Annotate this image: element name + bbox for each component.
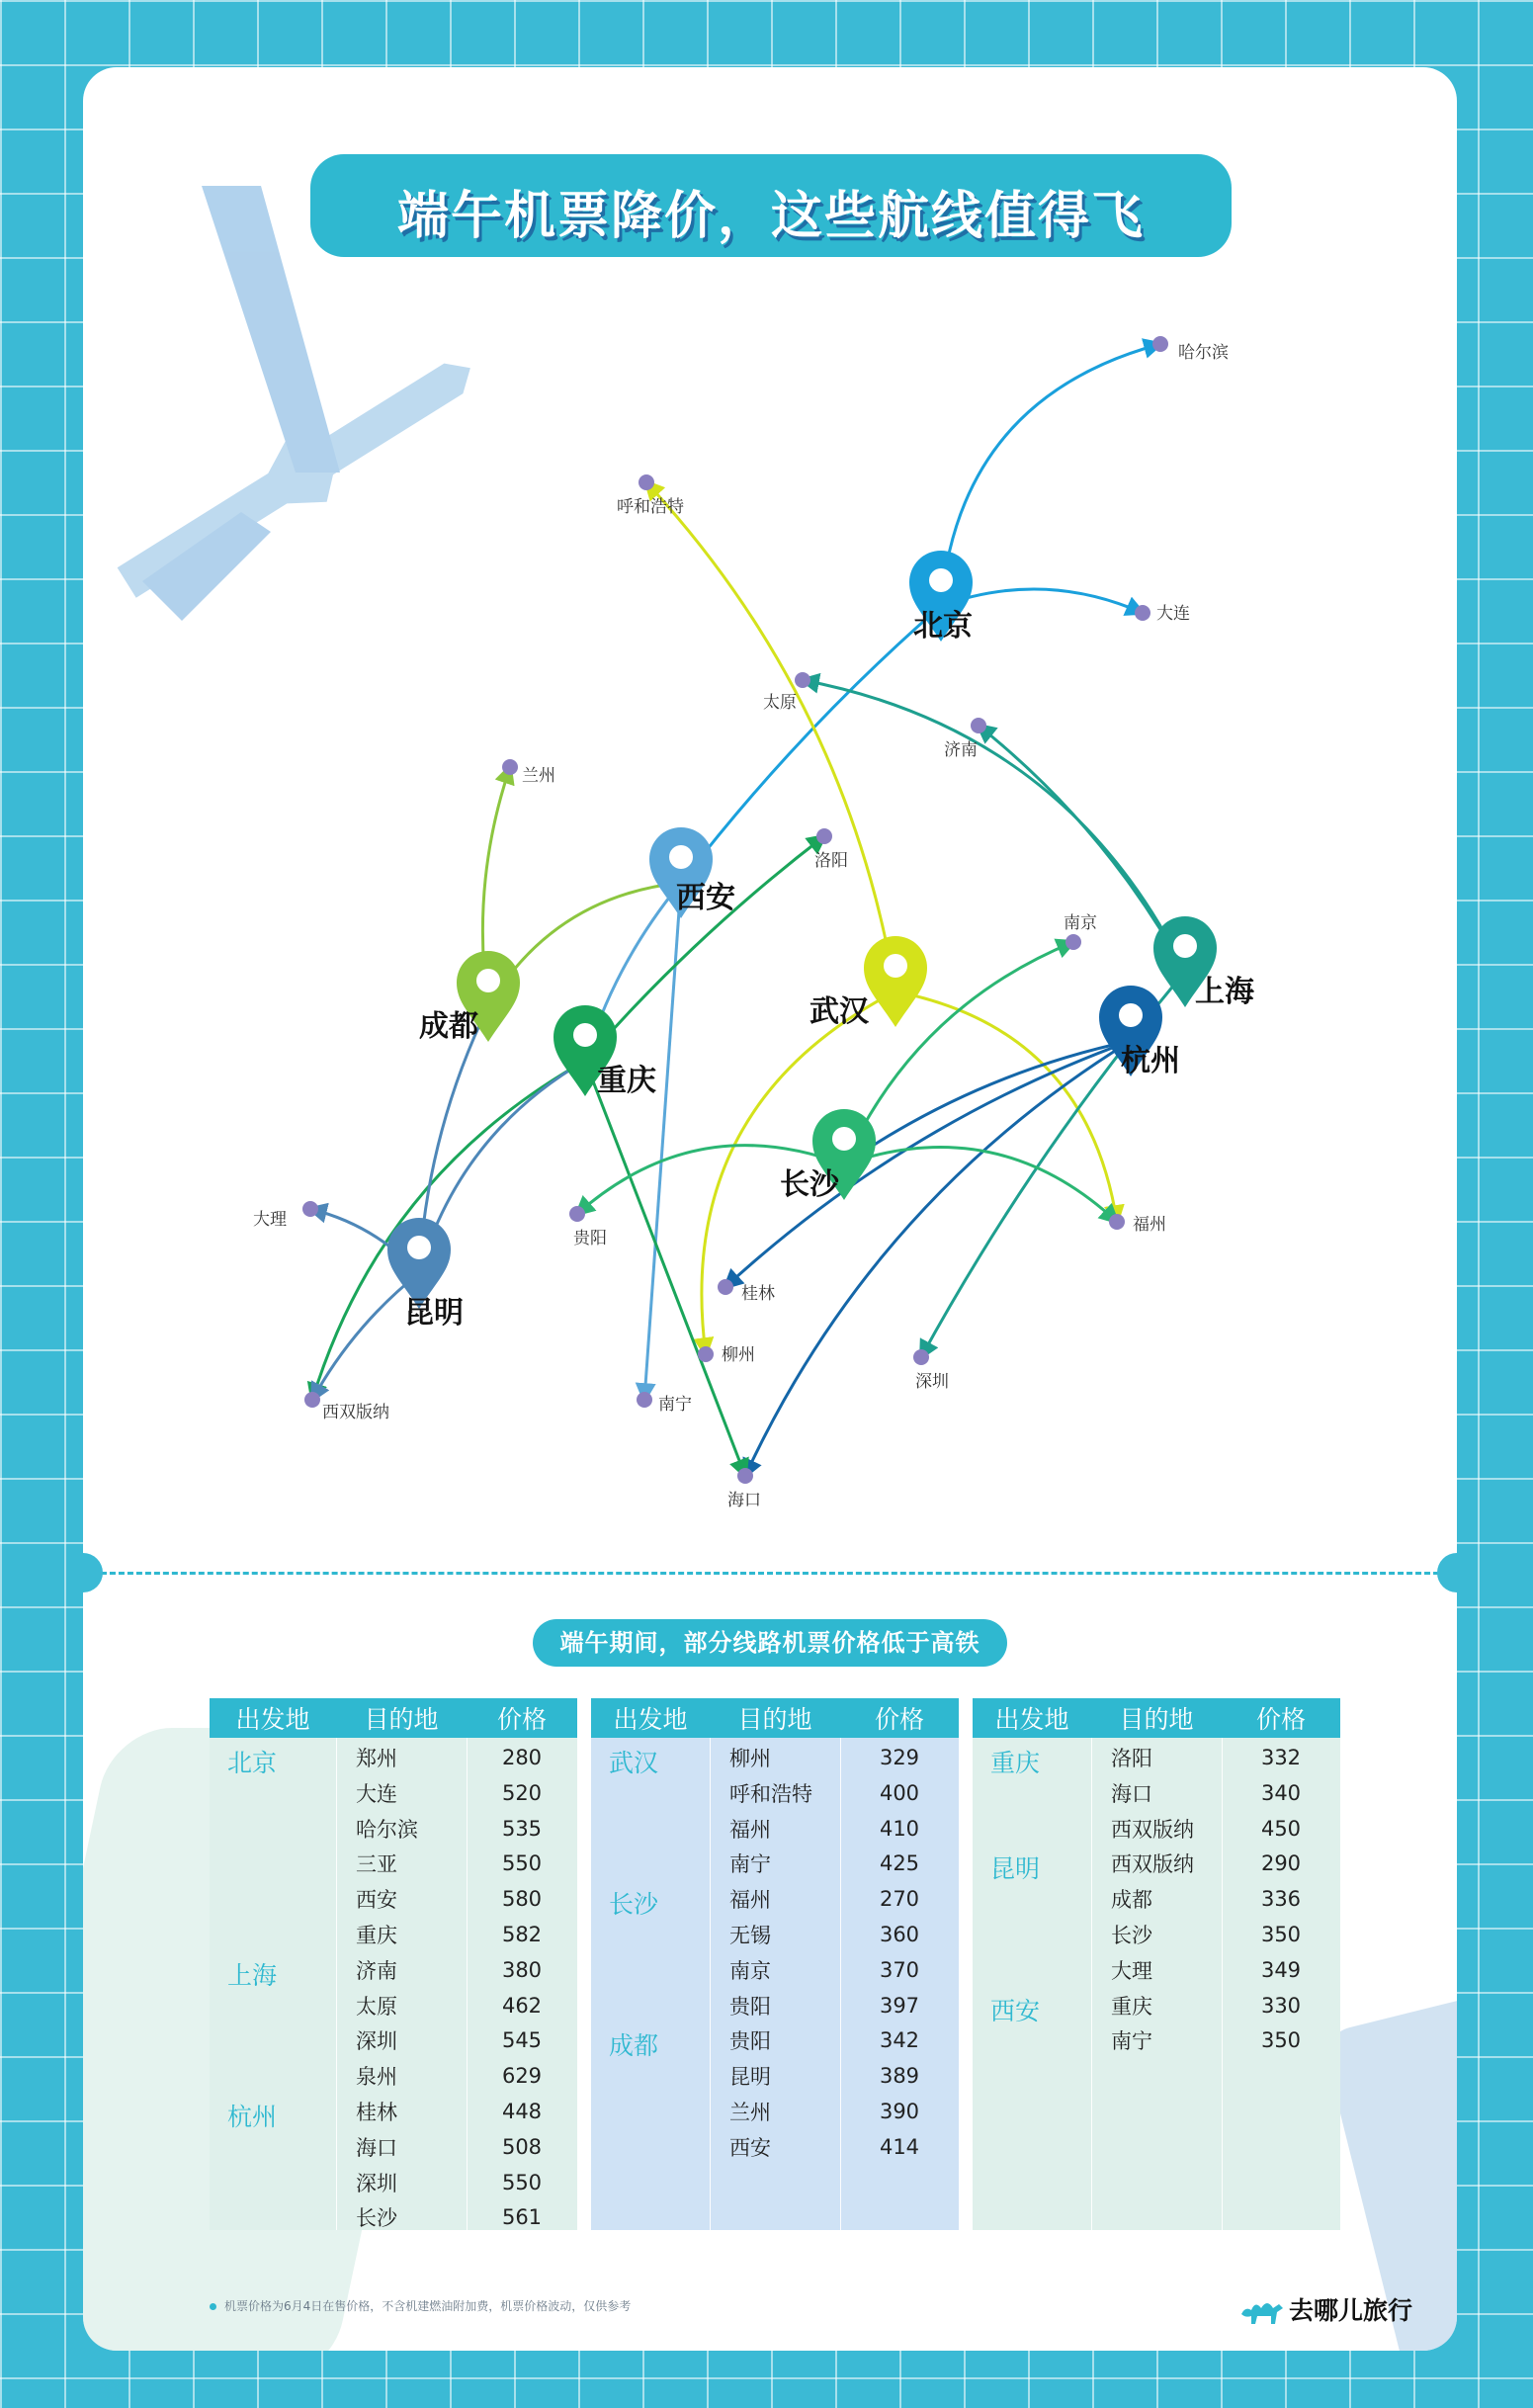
table-row xyxy=(336,1988,577,2023)
dest-dot-xishuangbanna xyxy=(304,1392,320,1408)
route-shanghai-taiyuan xyxy=(803,680,1185,972)
destination-cell: 南宁 xyxy=(1111,2029,1152,2054)
price-cell: 280 xyxy=(501,1746,543,1769)
header-price: 价格 xyxy=(1255,1705,1306,1734)
origin-city: 武汉 xyxy=(609,1749,659,1777)
table-row xyxy=(336,2094,577,2129)
dest-dot-lanzhou xyxy=(502,759,518,775)
brand-logo xyxy=(1237,2291,1412,2330)
hub-label-hangzhou: 杭州 xyxy=(1121,1044,1180,1078)
price-cell: 290 xyxy=(1260,1851,1302,1876)
dest-dot-liuzhou xyxy=(698,1346,714,1362)
destination-cell: 深圳 xyxy=(356,2171,397,2195)
destination-cell: 南京 xyxy=(729,1958,771,1983)
dest-dot-hohhot xyxy=(639,474,654,490)
camel-icon xyxy=(1237,2294,1285,2330)
table-row xyxy=(336,1811,577,1847)
destination-cell: 西双版纳 xyxy=(1111,1852,1194,1877)
table-row xyxy=(710,1988,959,2023)
destination-cell: 兰州 xyxy=(729,2101,771,2124)
pin-wuhan-icon xyxy=(864,936,927,1027)
destination-cell: 桂林 xyxy=(356,2101,397,2124)
table-row xyxy=(710,1881,959,1917)
price-cell: 550 xyxy=(501,1851,543,1876)
table-row xyxy=(710,2022,959,2058)
table-row xyxy=(336,2022,577,2058)
destination-cell: 济南 xyxy=(356,1958,397,1983)
table-header xyxy=(973,1698,1340,1738)
table-row xyxy=(336,2129,577,2165)
dest-dot-luoyang xyxy=(816,828,832,844)
price-cell: 342 xyxy=(879,2028,920,2053)
dest-label-liuzhou: 柳州 xyxy=(722,1345,755,1365)
origin-city: 北京 xyxy=(227,1749,278,1777)
table-row xyxy=(1091,1775,1340,1811)
origin-city: 上海 xyxy=(227,1960,278,1990)
dest-label-harbin: 哈尔滨 xyxy=(1178,343,1229,363)
origin-city: 西安 xyxy=(990,1996,1041,2025)
hub-label-changsha: 长沙 xyxy=(780,1167,839,1202)
route-kunming-xishuangbanna xyxy=(312,1273,419,1400)
dest-label-shenzhen: 深圳 xyxy=(915,1372,949,1392)
price-cell: 561 xyxy=(501,2205,543,2230)
price-cell: 360 xyxy=(879,1923,920,1946)
destination-cell: 西安 xyxy=(729,2135,771,2160)
price-cell: 332 xyxy=(1260,1746,1302,1769)
price-cell: 389 xyxy=(879,2064,920,2089)
header-dest: 目的地 xyxy=(737,1705,812,1734)
hub-label-chengdu: 成都 xyxy=(419,1009,478,1044)
destination-cell: 柳州 xyxy=(729,1747,771,1770)
price-cell: 336 xyxy=(1260,1887,1302,1912)
price-cell: 400 xyxy=(879,1780,920,1805)
destination-cell: 昆明 xyxy=(729,2065,771,2090)
table-header xyxy=(591,1698,959,1738)
route-wuhan-fuzhou xyxy=(895,991,1117,1222)
table-row xyxy=(336,2058,577,2094)
price-cell: 508 xyxy=(501,2134,543,2159)
dest-label-fuzhou: 福州 xyxy=(1133,1215,1166,1235)
dest-dot-taiyuan xyxy=(795,672,810,688)
price-cell: 545 xyxy=(501,2028,543,2053)
hub-label-kunming: 昆明 xyxy=(404,1296,464,1331)
table-row xyxy=(710,1917,959,1952)
airplane-icon xyxy=(107,186,490,621)
divider-dashed xyxy=(83,1572,1457,1575)
brand-name: 去哪儿旅行 xyxy=(1289,2296,1413,2325)
table-body xyxy=(210,1738,577,2230)
hub-label-shanghai: 上海 xyxy=(1195,975,1254,1009)
hub-label-xian: 西安 xyxy=(676,881,735,915)
dest-label-dali: 大理 xyxy=(253,1210,287,1230)
table-row xyxy=(1091,1917,1340,1952)
destination-cell: 重庆 xyxy=(356,1924,397,1947)
price-cell: 340 xyxy=(1260,1780,1302,1805)
table-title: 端午期间，部分线路机票价格低于高铁 xyxy=(533,1619,1007,1667)
dest-label-dalian: 大连 xyxy=(1156,604,1190,624)
destination-cell: 无锡 xyxy=(729,1924,771,1947)
route-beijing-harbin xyxy=(941,344,1160,606)
price-cell: 520 xyxy=(501,1780,543,1805)
table-row xyxy=(710,1952,959,1988)
price-cell: 410 xyxy=(879,1816,920,1841)
destination-cell: 贵阳 xyxy=(729,2029,771,2054)
price-cell: 582 xyxy=(501,1923,543,1946)
table-row xyxy=(710,1775,959,1811)
header-dest: 目的地 xyxy=(1119,1705,1194,1734)
dest-dot-guilin xyxy=(718,1279,733,1295)
price-cell: 380 xyxy=(501,1957,543,1982)
table-body xyxy=(591,1738,959,2230)
table-row xyxy=(1091,1988,1340,2023)
table-row xyxy=(710,1740,959,1775)
destination-cell: 大理 xyxy=(1111,1958,1152,1983)
dest-dot-harbin xyxy=(1152,336,1168,352)
destination-cell: 郑州 xyxy=(356,1747,397,1770)
notch-left xyxy=(83,1553,103,1592)
route-changsha-fuzhou xyxy=(844,1148,1117,1222)
destination-cell: 贵阳 xyxy=(729,1994,771,2019)
destination-cell: 泉州 xyxy=(356,2065,397,2090)
destination-cell: 长沙 xyxy=(356,2206,397,2231)
dest-label-nanning: 南宁 xyxy=(658,1395,692,1415)
table-row xyxy=(710,2058,959,2094)
table-row xyxy=(710,1811,959,1847)
destination-cell: 深圳 xyxy=(356,2029,397,2054)
dest-label-hohhot: 呼和浩特 xyxy=(617,497,684,517)
header-origin: 出发地 xyxy=(235,1705,310,1734)
table-row xyxy=(336,1775,577,1811)
price-cell: 397 xyxy=(879,1993,920,2018)
header-origin: 出发地 xyxy=(613,1705,688,1734)
table-row xyxy=(336,1881,577,1917)
dest-label-luoyang: 洛阳 xyxy=(814,851,848,871)
table-row xyxy=(336,2165,577,2200)
dest-dot-guiyang xyxy=(569,1206,585,1222)
table-row xyxy=(1091,2022,1340,2058)
header-origin: 出发地 xyxy=(994,1705,1069,1734)
price-cell: 425 xyxy=(879,1851,920,1876)
price-cell: 350 xyxy=(1260,2028,1302,2053)
dest-dot-haikou xyxy=(737,1468,753,1484)
dest-label-taiyuan: 太原 xyxy=(763,693,797,713)
table-row xyxy=(336,1952,577,1988)
price-cell: 270 xyxy=(879,1887,920,1912)
destination-cell: 三亚 xyxy=(356,1852,397,1877)
destination-cell: 西安 xyxy=(356,1888,397,1913)
header-price: 价格 xyxy=(874,1705,924,1734)
price-cell: 414 xyxy=(879,2134,920,2159)
destination-cell: 福州 xyxy=(729,1888,771,1913)
destination-cell: 海口 xyxy=(356,2135,397,2160)
dest-dot-jinan xyxy=(971,718,986,733)
header-dest: 目的地 xyxy=(364,1705,439,1734)
hub-label-chongqing: 重庆 xyxy=(597,1064,656,1098)
footnote-text: 机票价格为6月4日在售价格，不含机建燃油附加费，机票价格波动，仅供参考 xyxy=(224,2299,632,2313)
destination-cell: 洛阳 xyxy=(1111,1747,1152,1770)
destination-cell: 成都 xyxy=(1111,1888,1152,1913)
price-cell: 535 xyxy=(501,1816,543,1841)
origin-city: 昆明 xyxy=(990,1854,1041,1884)
price-cell: 329 xyxy=(879,1746,920,1769)
hub-label-beijing: 北京 xyxy=(913,609,973,644)
dest-label-guilin: 桂林 xyxy=(741,1284,775,1304)
destination-cell: 南宁 xyxy=(729,1852,771,1877)
table-row xyxy=(710,2129,959,2165)
table-row xyxy=(1091,1811,1340,1847)
price-cell: 370 xyxy=(879,1957,920,1982)
dest-dot-nanjing xyxy=(1065,934,1081,950)
table-row xyxy=(710,2094,959,2129)
dest-label-lanzhou: 兰州 xyxy=(522,766,555,786)
page-title: 端午机票降价，这些航线值得飞 xyxy=(396,187,1145,246)
table-row xyxy=(336,1846,577,1881)
destination-cell: 哈尔滨 xyxy=(356,1817,418,1842)
table-row xyxy=(336,1740,577,1775)
table-row xyxy=(1091,1952,1340,1988)
route-xian-nanning xyxy=(644,883,681,1400)
dest-dot-nanning xyxy=(637,1392,652,1408)
dest-label-nanjing: 南京 xyxy=(1064,913,1097,933)
origin-city: 长沙 xyxy=(609,1890,659,1920)
dest-dot-dalian xyxy=(1135,605,1150,621)
origin-city: 重庆 xyxy=(990,1749,1041,1777)
price-cell: 448 xyxy=(501,2100,543,2123)
price-cell: 629 xyxy=(501,2064,543,2089)
poster-card xyxy=(83,67,1457,2351)
price-table xyxy=(210,1698,577,2230)
bullet-icon xyxy=(210,2303,216,2310)
table-header xyxy=(210,1698,577,1738)
dest-label-haikou: 海口 xyxy=(727,1491,761,1510)
destination-cell: 呼和浩特 xyxy=(729,1781,812,1806)
price-cell: 462 xyxy=(501,1993,543,2018)
dest-label-jinan: 济南 xyxy=(944,740,978,760)
header-price: 价格 xyxy=(496,1705,547,1734)
table-row xyxy=(336,2199,577,2235)
dest-dot-dali xyxy=(302,1201,318,1217)
destination-cell: 西双版纳 xyxy=(1111,1817,1194,1842)
table-row xyxy=(1091,1846,1340,1881)
destination-cell: 大连 xyxy=(356,1781,397,1806)
route-map xyxy=(83,67,1457,1550)
notch-right xyxy=(1437,1553,1457,1592)
dest-dot-shenzhen xyxy=(913,1349,929,1365)
table-row xyxy=(710,1846,959,1881)
dest-label-guiyang: 贵阳 xyxy=(573,1229,607,1248)
price-cell: 580 xyxy=(501,1887,543,1912)
table-row xyxy=(336,1917,577,1952)
dest-label-xishuangbanna: 西双版纳 xyxy=(322,1403,389,1422)
hub-label-wuhan: 武汉 xyxy=(809,994,869,1029)
dest-dot-fuzhou xyxy=(1109,1214,1125,1230)
origin-city: 杭州 xyxy=(227,2103,278,2131)
destination-cell: 海口 xyxy=(1111,1781,1152,1806)
price-cell: 390 xyxy=(879,2100,920,2123)
price-cell: 349 xyxy=(1260,1957,1302,1982)
destination-cell: 重庆 xyxy=(1111,1994,1152,2019)
destination-cell: 太原 xyxy=(356,1994,397,2019)
route-beijing-xian xyxy=(681,606,941,883)
destination-cell: 长沙 xyxy=(1111,1924,1152,1947)
footnote xyxy=(210,2297,631,2314)
table-row xyxy=(1091,1881,1340,1917)
price-cell: 550 xyxy=(501,2170,543,2194)
destination-cell: 福州 xyxy=(729,1817,771,1842)
price-cell: 350 xyxy=(1260,1923,1302,1946)
origin-city: 成都 xyxy=(609,2031,659,2061)
price-table xyxy=(973,1698,1340,2230)
table-row xyxy=(1091,1740,1340,1775)
route-hangzhou-haikou xyxy=(745,1041,1131,1476)
price-cell: 330 xyxy=(1260,1993,1302,2018)
table-body xyxy=(973,1738,1340,2230)
price-table xyxy=(591,1698,959,2230)
route-hangzhou-guilin xyxy=(725,1041,1131,1287)
price-cell: 450 xyxy=(1260,1816,1302,1841)
